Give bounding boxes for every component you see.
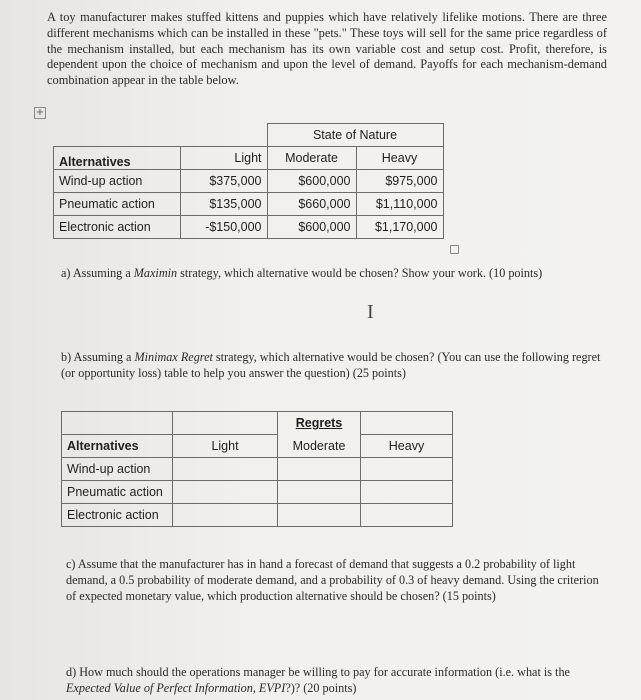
- regret-header-heavy: Heavy: [361, 435, 453, 458]
- payoff-group-header: State of Nature: [267, 124, 443, 147]
- question-a: a) Assuming a Maximin strategy, which alternative would be chosen? Show your work. (10 points): [61, 266, 543, 280]
- regret-input-cell[interactable]: [361, 504, 453, 527]
- alternative-cell: Wind-up action: [62, 458, 173, 481]
- regret-header-alternatives: Alternatives: [62, 435, 173, 458]
- payoff-header-light: Light: [181, 147, 268, 170]
- evpi-term: Expected Value of Perfect Information, EVPI: [66, 680, 286, 695]
- table-row: [62, 504, 453, 527]
- table-row: [62, 481, 453, 504]
- question-b: b) Assuming a Minimax Regret strategy, which alternative would be chosen? (You can use the following regret (or opportunity loss) table to help you answer the question) (25 points): [61, 350, 601, 380]
- regret-header-light: Light: [173, 435, 278, 458]
- regret-table: [61, 411, 453, 527]
- payoff-header-heavy: Heavy: [356, 147, 443, 170]
- payoff-header-moderate: Moderate: [267, 147, 356, 170]
- payoff-header-alternatives: Alternatives: [54, 147, 181, 170]
- intro-paragraph: A toy manufacturer makes stuffed kittens and puppies which have relatively lifelike motions. There are three different mechanisms which can be installed in these "pets." These toys will sell for the same price regardless of the mechanism installed, but each mechanism has its own variable cost and setup cost. Profit, therefore, is dependent upon the choice of mechanism and upon the level of demand. Payoffs for each mechanism-demand combination appear in the table below.: [47, 10, 607, 88]
- table-row: [54, 216, 519, 239]
- alternative-cell: Pneumatic action: [54, 193, 181, 216]
- payoff-cell: $600,000: [267, 216, 356, 239]
- maximin-term: Maximin: [133, 266, 178, 280]
- regret-input-cell[interactable]: [278, 458, 361, 481]
- text-cursor-icon: I: [367, 301, 374, 323]
- payoff-cell: $600,000: [267, 170, 356, 193]
- payoff-cell: $1,170,000: [356, 216, 443, 239]
- table-row: [54, 193, 519, 216]
- question-c: c) Assume that the manufacturer has in hand a forecast of demand that suggests a 0.2 probability of light demand, a 0.5 probability of moderate demand, and a probability of 0.3 of heavy demand. Using the criterion of expected monetary value, which production alternative should be chosen? (15 points): [66, 557, 599, 603]
- regret-input-cell[interactable]: [278, 481, 361, 504]
- alternative-cell: Electronic action: [62, 504, 173, 527]
- payoff-cell: $135,000: [181, 193, 268, 216]
- payoff-cell: $975,000: [356, 170, 443, 193]
- regret-input-cell[interactable]: [173, 504, 278, 527]
- regret-input-cell[interactable]: [361, 481, 453, 504]
- payoff-cell: $375,000: [181, 170, 268, 193]
- table-move-handle-icon[interactable]: +: [35, 107, 45, 118]
- regrets-group-header: Regrets: [278, 412, 361, 435]
- minimax-regret-term: Minimax Regret: [134, 350, 213, 364]
- alternative-cell: Pneumatic action: [62, 481, 173, 504]
- alternative-cell: Electronic action: [54, 216, 181, 239]
- regret-input-cell[interactable]: [278, 504, 361, 527]
- payoff-cell: -$150,000: [181, 216, 268, 239]
- regret-header-moderate: Moderate: [278, 435, 361, 458]
- alternative-cell: Wind-up action: [54, 170, 181, 193]
- payoff-cell: $1,110,000: [356, 193, 443, 216]
- resize-handle-icon[interactable]: [450, 245, 459, 254]
- table-row: [62, 458, 453, 481]
- question-d: d) How much should the operations manager be willing to pay for accurate information (i.e. what is the Expected Value of Perfect Information, EVPI?)? (20 points): [66, 665, 570, 695]
- regret-input-cell[interactable]: [173, 481, 278, 504]
- payoff-table: [53, 123, 519, 239]
- regret-input-cell[interactable]: [361, 458, 453, 481]
- table-row: [54, 170, 519, 193]
- regret-input-cell[interactable]: [173, 458, 278, 481]
- payoff-cell: $660,000: [267, 193, 356, 216]
